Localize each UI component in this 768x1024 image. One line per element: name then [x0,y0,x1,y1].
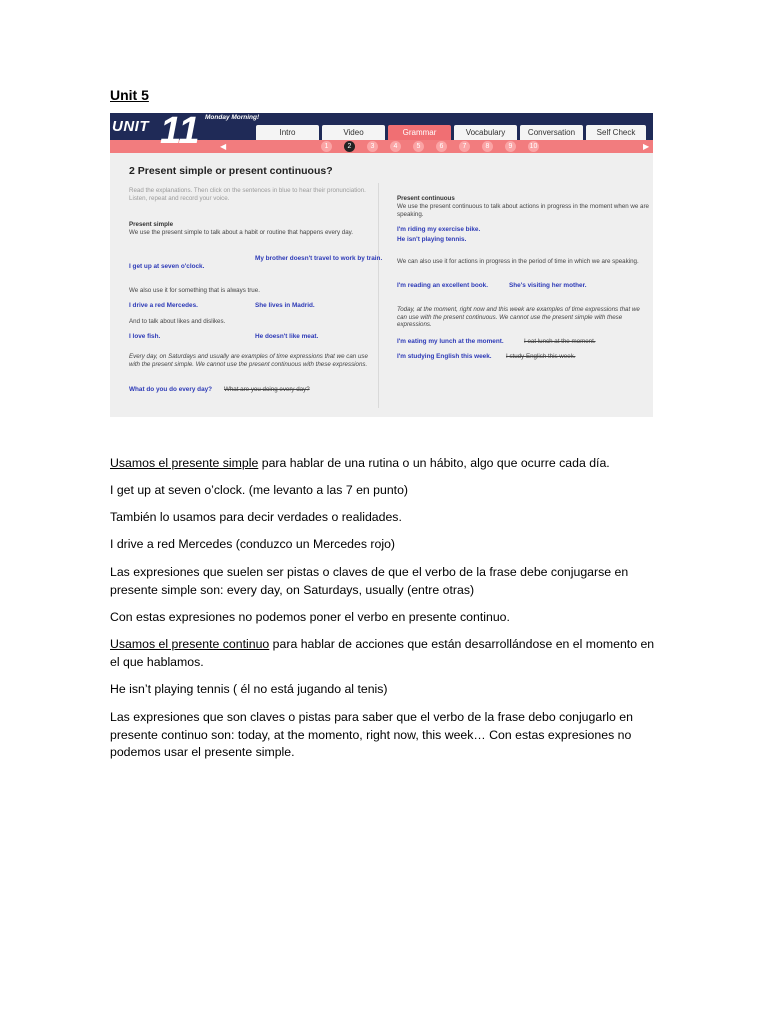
unit-number: 11 [160,113,200,152]
wrong-example-study-english: I study English this week. [506,353,576,360]
grammar-panel [110,153,653,417]
example-lives-madrid[interactable]: She lives in Madrid. [255,302,315,309]
unit-subtitle: Monday Morning! [205,114,260,121]
paragraph-mercedes-example: I drive a red Mercedes (conduzco un Mercedes rojo) [110,537,396,551]
exercise-title: 2 Present simple or present continuous? [129,165,333,177]
paragraph-present-continuous-usage: Usamos el presente continuo para hablar de acciones que están desarrollándose en el momento en el que hablamos. [110,637,655,669]
column-divider [378,183,379,408]
paragraph-simple-expressions: Las expresiones que suelen ser pistas o claves de que el verbo de la frase debe conjugarse en presente simple son: every day, on Saturdays, usually (entre otras) [110,565,629,597]
example-love-fish[interactable]: I love fish. [129,333,161,340]
section-tabs [256,125,646,140]
paragraph-continuous-expressions: Las expresiones que son claves o pistas para saber que el verbo de la frase debo conjugarlo en presente continuo son: today, at the momento, right now, this week… Con estas expresiones no podemos usar el presente simple. [110,710,633,759]
paragraph-tennis-example: He isn’t playing tennis ( él no está jugando al tenis) [110,682,388,696]
paragraph-get-up-example: I get up at seven o’clock. (me levanto a las 7 en punto) [110,483,409,497]
wrong-example-eat-lunch: I eat lunch at the moment. [524,338,596,345]
step-2[interactable]: 2 [344,141,355,152]
step-7[interactable]: 7 [459,141,470,152]
example-eating-lunch[interactable]: I'm eating my lunch at the moment. [397,338,504,345]
continuous-time-expressions-text: Today, at the moment, right now and this week are examples of time expressions that we can use with the present continuous. We cannot use the present simple with these expressions. [397,306,640,329]
unit-label: UNIT [112,118,149,135]
tab-intro[interactable]: Intro [256,125,319,140]
example-playing-tennis[interactable]: He isn't playing tennis. [397,236,467,243]
tab-self-check[interactable]: Self Check [586,125,646,140]
step-5[interactable]: 5 [413,141,424,152]
instructions-text: Read the explanations. Then click on the sentences in blue to hear their pronunciation. Listen, repeat and record your voice. [129,187,366,202]
example-like-meat[interactable]: He doesn't like meat. [255,333,319,340]
step-8[interactable]: 8 [482,141,493,152]
step-3[interactable]: 3 [367,141,378,152]
tab-grammar[interactable]: Grammar [388,125,451,140]
step-dots [321,141,539,152]
step-1[interactable]: 1 [321,141,332,152]
step-6[interactable]: 6 [436,141,447,152]
document-heading: Unit 5 [110,87,149,103]
embedded-screenshot [110,113,653,417]
tab-video[interactable]: Video [322,125,385,140]
present-continuous-underlined: Usamos el presente continuo [110,637,270,651]
prev-arrow-icon[interactable]: ◀ [220,142,227,151]
period-of-time-text: We can also use it for actions in progress in the period of time in which we are speaking. [397,258,639,265]
step-10[interactable]: 10 [529,143,538,150]
paragraph-truths: También lo usamos para decir verdades o realidades. [110,510,402,524]
present-continuous-text: We use the present continuous to talk about actions in progress in the moment when we are speaking. [397,203,649,218]
tab-vocabulary[interactable]: Vocabulary [454,125,517,140]
example-studying-english[interactable]: I'm studying English this week. [397,353,492,360]
simple-time-expressions-text: Every day, on Saturdays and usually are examples of time expressions that we can use with the present simple. We cannot use the present continuous with these expressions. [129,353,368,368]
example-get-up[interactable]: I get up at seven o'clock. [129,263,205,270]
present-continuous-heading: Present continuous [397,195,455,202]
example-brother-train[interactable]: My brother doesn't travel to work by train. [255,255,383,262]
present-simple-text: We use the present simple to talk about a habit or routine that happens every day. [129,229,354,236]
wrong-example-what-are-you-doing: What are you doing every day? [224,386,310,393]
example-what-do-you-do[interactable]: What do you do every day? [129,386,213,393]
always-true-text: We also use it for something that is always true. [129,287,260,294]
example-visiting-mother[interactable]: She's visiting her mother. [509,282,587,289]
present-simple-underlined: Usamos el presente simple [110,456,259,470]
example-reading-book[interactable]: I'm reading an excellent book. [397,282,489,289]
step-9[interactable]: 9 [505,141,516,152]
step-4[interactable]: 4 [390,141,401,152]
example-drive-mercedes[interactable]: I drive a red Mercedes. [129,302,198,309]
tab-conversation[interactable]: Conversation [520,125,583,140]
paragraph-no-continuous: Con estas expresiones no podemos poner el verbo en presente continuo. [110,610,510,624]
paragraph-present-simple-usage: Usamos el presente simple para hablar de una rutina o un hábito, algo que ocurre cada día. [110,456,610,470]
example-riding-bike[interactable]: I'm riding my exercise bike. [397,226,481,233]
likes-dislikes-text: And to talk about likes and dislikes. [129,318,226,325]
present-simple-heading: Present simple [129,221,174,228]
next-arrow-icon[interactable]: ▶ [643,142,650,151]
